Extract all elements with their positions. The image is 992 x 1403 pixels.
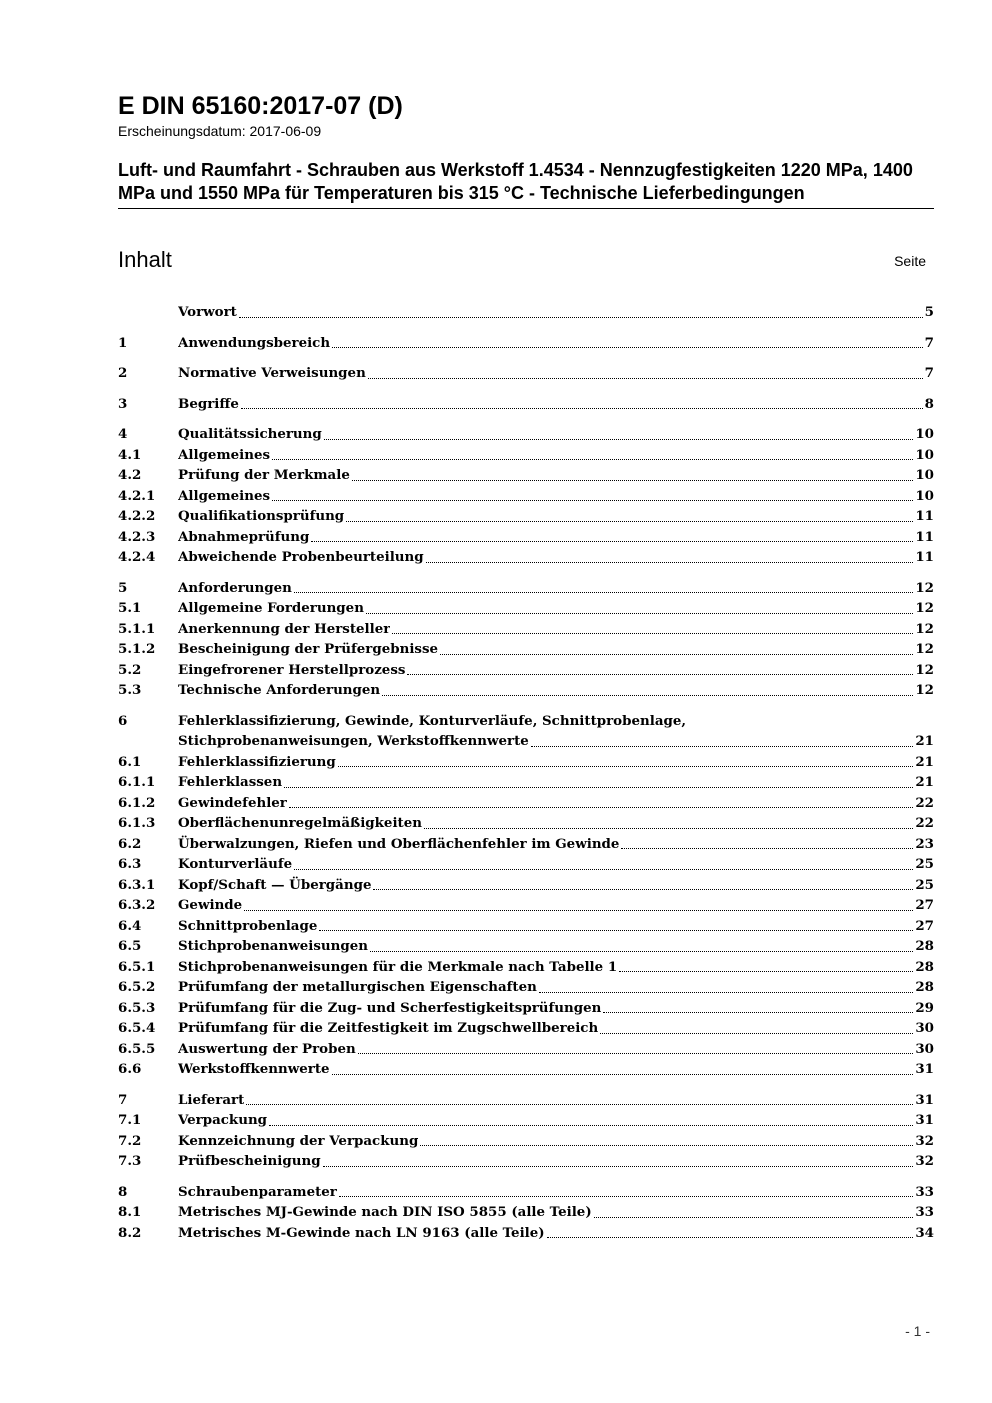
publication-date: Erscheinungsdatum: 2017-06-09	[118, 123, 322, 139]
leader-dots	[373, 889, 913, 890]
toc-entry[interactable]	[118, 854, 934, 875]
toc-entry[interactable]	[118, 895, 934, 916]
toc-section	[118, 711, 934, 1080]
toc-entry-title: Gewindefehler	[178, 794, 287, 811]
toc-entry[interactable]	[118, 660, 934, 681]
toc-entry-number: 7.3	[118, 1153, 142, 1169]
leader-dots	[531, 746, 914, 747]
toc-entry-number: 6	[118, 712, 128, 729]
toc-entry-number: 5.3	[118, 682, 142, 698]
toc-entry-page: 11	[915, 528, 934, 545]
toc-entry-title: Qualifikationsprüfung	[178, 508, 345, 524]
toc-entry-number: 6.5.1	[118, 958, 156, 975]
toc-section	[118, 363, 934, 384]
leader-dots	[619, 971, 913, 972]
toc-entry-number: 6.5.3	[118, 999, 156, 1016]
toc-entry[interactable]	[118, 547, 934, 568]
toc-entry-number: 6.2	[118, 835, 142, 852]
leader-dots	[352, 480, 914, 481]
toc-entry-number: 7.1	[118, 1112, 142, 1128]
toc-entry-title: Anwendungsbereich	[178, 334, 331, 351]
leader-dots	[600, 1033, 913, 1034]
leader-dots	[332, 347, 923, 348]
toc-entry-title: Bescheinigung der Prüfergebnisse	[178, 641, 439, 657]
toc-entry-number: 4.2	[118, 467, 142, 483]
toc-entry-title: Metrisches MJ-Gewinde nach DIN ISO 5855 (alle Teile)	[178, 1204, 592, 1220]
toc-entry[interactable]	[118, 813, 934, 834]
toc-entry-page: 12	[915, 579, 934, 596]
toc-entry[interactable]	[118, 363, 934, 384]
toc-entry[interactable]	[118, 598, 934, 619]
leader-dots	[244, 910, 913, 911]
leader-dots	[269, 1125, 913, 1126]
leader-dots	[594, 1217, 914, 1218]
toc-entry-title: Fehlerklassifizierung	[178, 753, 336, 770]
toc-entry[interactable]	[118, 1202, 934, 1223]
toc-entry[interactable]	[118, 1018, 934, 1039]
toc-entry-page: 27	[915, 897, 934, 913]
toc-entry[interactable]	[118, 680, 934, 701]
toc-entry-number: 3	[118, 395, 128, 412]
leader-dots	[332, 1074, 914, 1075]
toc-entry-number: 6.3.2	[118, 897, 156, 913]
toc-entry[interactable]	[118, 1223, 934, 1244]
toc-entry[interactable]	[118, 1090, 934, 1111]
toc-entry-title: Oberflächenunregelmäßigkeiten	[178, 815, 422, 831]
toc-entry-title: Prüfumfang für die Zug- und Scherfestigkeitsprüfungen	[178, 999, 602, 1016]
toc-entry[interactable]	[118, 639, 934, 660]
leader-dots	[294, 869, 913, 870]
toc-entry-number: 8.1	[118, 1204, 142, 1220]
leader-dots	[420, 1145, 913, 1146]
toc-entry-page: 10	[915, 446, 934, 463]
toc-entry-page: 33	[915, 1183, 934, 1200]
toc-entry-page: 30	[915, 1040, 934, 1057]
toc-entry-number: 5	[118, 579, 128, 596]
toc-section	[118, 424, 934, 568]
toc-entry-page: 21	[915, 753, 934, 770]
leader-dots	[392, 633, 913, 634]
table-of-contents	[118, 302, 934, 1243]
leader-dots	[289, 807, 913, 808]
toc-entry-page: 12	[915, 682, 934, 698]
toc-section	[118, 394, 934, 415]
toc-entry-page: 10	[915, 467, 934, 483]
leader-dots	[241, 408, 923, 409]
toc-entry[interactable]	[118, 752, 934, 773]
toc-entry[interactable]	[118, 445, 934, 466]
leader-dots	[246, 1104, 913, 1105]
toc-section	[118, 1182, 934, 1244]
toc-entry-page: 25	[915, 856, 934, 872]
leader-dots	[346, 521, 913, 522]
page-number: - 1 -	[905, 1323, 930, 1339]
toc-entry-number: 6.6	[118, 1061, 142, 1077]
toc-entry-title: Allgemeines	[178, 446, 271, 463]
toc-entry-title: Gewinde	[178, 897, 243, 913]
toc-entry-title: Begriffe	[178, 395, 239, 412]
toc-entry[interactable]	[118, 1039, 934, 1060]
toc-entry-title: Auswertung der Proben	[178, 1040, 356, 1057]
toc-entry-number: 8.2	[118, 1224, 142, 1241]
toc-entry[interactable]	[118, 711, 934, 752]
toc-entry-number: 4.2.3	[118, 528, 156, 545]
leader-dots	[603, 1012, 913, 1013]
toc-entry[interactable]	[118, 506, 934, 527]
toc-entry[interactable]	[118, 465, 934, 486]
toc-entry-number: 6.5	[118, 938, 142, 954]
toc-entry-page: 21	[915, 774, 934, 790]
toc-entry-title: Lieferart	[178, 1091, 245, 1108]
toc-entry[interactable]	[118, 834, 934, 855]
toc-entry-page: 22	[915, 815, 934, 831]
toc-entry-number: 6.1.1	[118, 774, 156, 790]
leader-dots	[358, 1053, 914, 1054]
toc-entry-title: Allgemeine Forderungen	[178, 600, 364, 616]
toc-entry[interactable]	[118, 936, 934, 957]
leader-dots	[370, 951, 913, 952]
toc-entry-title: Prüfung der Merkmale	[178, 467, 350, 483]
toc-entry-number: 4	[118, 426, 128, 442]
toc-entry[interactable]	[118, 793, 934, 814]
toc-entry-page: 7	[924, 334, 934, 351]
toc-entry-number: 6.5.5	[118, 1040, 156, 1057]
toc-section	[118, 578, 934, 701]
toc-entry[interactable]	[118, 957, 934, 978]
toc-entry-page: 33	[915, 1204, 934, 1220]
document-title: Luft- und Raumfahrt - Schrauben aus Werkstoff 1.4534 - Nennzugfestigkeiten 1220 MPa, 1400 MPa und 1550 MPa für Temperaturen bis 315 °C - Technische Lieferbedingungen	[118, 159, 934, 209]
toc-entry-number: 6.1.3	[118, 815, 156, 831]
toc-entry-page: 29	[915, 999, 934, 1016]
toc-entry-page: 28	[915, 938, 934, 954]
toc-entry-page: 28	[915, 958, 934, 975]
toc-entry[interactable]	[118, 394, 934, 415]
toc-entry-number: 5.1.2	[118, 641, 156, 657]
toc-entry-title: Fehlerklassen	[178, 774, 283, 790]
page-column-label: Seite	[894, 253, 926, 269]
toc-entry-number: 5.1	[118, 600, 142, 616]
toc-entry-title: Metrisches M-Gewinde nach LN 9163 (alle Teile)	[178, 1224, 545, 1241]
toc-entry-title: Abnahmeprüfung	[178, 528, 310, 545]
toc-entry-number: 2	[118, 365, 128, 381]
toc-entry-title: Kennzeichnung der Verpackung	[178, 1132, 419, 1149]
leader-dots	[319, 930, 913, 931]
toc-entry-title: Technische Anforderungen	[178, 682, 381, 698]
toc-entry-number: 6.1	[118, 753, 142, 770]
toc-entry-number: 7	[118, 1091, 128, 1108]
toc-entry-page: 12	[915, 641, 934, 657]
toc-entry-page: 31	[915, 1091, 934, 1108]
toc-entry-number: 6.3.1	[118, 876, 156, 893]
toc-entry-number: 4.2.2	[118, 508, 156, 524]
toc-entry[interactable]	[118, 333, 934, 354]
leader-dots	[539, 992, 914, 993]
toc-entry[interactable]	[118, 578, 934, 599]
leader-dots	[339, 1196, 913, 1197]
toc-entry-number: 1	[118, 334, 128, 351]
toc-entry[interactable]	[118, 772, 934, 793]
toc-entry-page: 22	[915, 794, 934, 811]
toc-entry[interactable]	[118, 1182, 934, 1203]
document-id: E DIN 65160:2017-07 (D)	[118, 92, 403, 120]
toc-section	[118, 333, 934, 354]
leader-dots	[407, 674, 913, 675]
toc-entry-number: 6.1.2	[118, 794, 156, 811]
toc-entry-title: Anerkennung der Hersteller	[178, 620, 391, 637]
toc-entry[interactable]	[118, 998, 934, 1019]
toc-entry[interactable]	[118, 619, 934, 640]
leader-dots	[382, 695, 913, 696]
toc-entry-page: 32	[915, 1132, 934, 1149]
toc-entry-number: 7.2	[118, 1132, 142, 1149]
toc-entry[interactable]	[118, 916, 934, 937]
toc-entry-page: 31	[915, 1112, 934, 1128]
toc-entry-page: 25	[915, 876, 934, 893]
toc-entry-title: Verpackung	[178, 1112, 268, 1128]
toc-entry[interactable]	[118, 302, 934, 323]
document-page	[118, 92, 934, 1253]
toc-entry-page: 12	[915, 620, 934, 637]
leader-dots	[272, 459, 913, 460]
toc-entry-title: Stichprobenanweisungen	[178, 938, 368, 954]
toc-entry[interactable]	[118, 1131, 934, 1152]
toc-entry-page: 8	[924, 395, 934, 412]
toc-entry-page: 27	[915, 917, 934, 934]
leader-dots	[547, 1237, 914, 1238]
toc-entry-title: Qualitätssicherung	[178, 426, 322, 442]
toc-entry-number: 5.1.1	[118, 620, 156, 637]
toc-entry-page: 7	[924, 365, 934, 381]
toc-entry-title: Schnittprobenlage	[178, 917, 318, 934]
toc-entry-number: 4.1	[118, 446, 142, 463]
toc-entry-title: Normative Verweisungen	[178, 365, 366, 381]
toc-entry[interactable]	[118, 1151, 934, 1172]
leader-dots	[272, 500, 913, 501]
toc-entry[interactable]	[118, 1059, 934, 1080]
toc-entry-page: 10	[915, 426, 934, 442]
toc-entry-page: 11	[915, 508, 934, 524]
leader-dots	[284, 787, 913, 788]
leader-dots	[311, 541, 913, 542]
toc-entry-page: 23	[915, 835, 934, 852]
leader-dots	[426, 562, 914, 563]
toc-entry-page: 11	[915, 549, 934, 565]
toc-section	[118, 1090, 934, 1172]
toc-entry-page: 32	[915, 1153, 934, 1169]
leader-dots	[366, 613, 913, 614]
toc-entry[interactable]	[118, 424, 934, 445]
toc-entry-title: Prüfumfang der metallurgischen Eigenschaften	[178, 979, 537, 995]
toc-entry-title: Allgemeines	[178, 487, 271, 504]
leader-dots	[294, 592, 913, 593]
toc-entry-title: Vorwort	[178, 304, 237, 320]
leader-dots	[323, 1166, 914, 1167]
toc-entry-title-continued: Stichprobenanweisungen, Werkstoffkennwerte	[178, 733, 529, 749]
toc-entry-number: 8	[118, 1183, 128, 1200]
toc-entry-number: 6.3	[118, 856, 142, 872]
toc-entry-title: Eingefrorener Herstellprozess	[178, 661, 406, 678]
toc-entry-page: 5	[924, 304, 934, 320]
toc-entry[interactable]	[118, 875, 934, 896]
toc-entry-title: Konturverläufe	[178, 856, 293, 872]
toc-entry[interactable]	[118, 977, 934, 998]
toc-entry[interactable]	[118, 1110, 934, 1131]
leader-dots	[324, 439, 914, 440]
leader-dots	[440, 654, 913, 655]
toc-entry-number: 6.5.4	[118, 1020, 156, 1036]
toc-entry-number: 5.2	[118, 661, 142, 678]
toc-entry-page: 30	[915, 1020, 934, 1036]
toc-entry-page: 28	[915, 979, 934, 995]
toc-entry-title: Überwalzungen, Riefen und Oberflächenfehler im Gewinde	[178, 835, 620, 852]
toc-entry-title: Prüfbescheinigung	[178, 1153, 321, 1169]
toc-entry-title: Stichprobenanweisungen für die Merkmale nach Tabelle 1	[178, 958, 618, 975]
toc-entry-page: 21	[915, 733, 934, 749]
toc-entry-page: 12	[915, 600, 934, 616]
toc-entry-title: Kopf/Schaft — Übergänge	[178, 876, 372, 893]
toc-heading: Inhalt	[118, 247, 172, 272]
toc-entry[interactable]	[118, 527, 934, 548]
toc-entry-page: 31	[915, 1061, 934, 1077]
toc-entry-title: Prüfumfang für die Zeitfestigkeit im Zugschwellbereich	[178, 1020, 599, 1036]
toc-entry-title: Fehlerklassifizierung, Gewinde, Konturverläufe, Schnittprobenlage,	[178, 712, 687, 729]
toc-entry-page: 12	[915, 661, 934, 678]
toc-entry-number: 6.5.2	[118, 979, 156, 995]
toc-header	[118, 247, 934, 277]
toc-entry-title: Abweichende Probenbeurteilung	[178, 549, 424, 565]
leader-dots	[368, 378, 923, 379]
leader-dots	[424, 828, 913, 829]
leader-dots	[621, 848, 913, 849]
toc-entry-number: 4.2.4	[118, 549, 156, 565]
toc-section	[118, 302, 934, 323]
toc-entry-page: 34	[915, 1224, 934, 1241]
toc-entry-number: 4.2.1	[118, 487, 156, 504]
toc-entry-number: 6.4	[118, 917, 142, 934]
toc-entry-page: 10	[915, 487, 934, 504]
toc-entry-title: Anforderungen	[178, 579, 292, 596]
toc-entry-title: Werkstoffkennwerte	[178, 1061, 330, 1077]
toc-entry[interactable]	[118, 486, 934, 507]
leader-dots	[239, 317, 923, 318]
toc-entry-title: Schraubenparameter	[178, 1183, 337, 1200]
leader-dots	[338, 766, 914, 767]
